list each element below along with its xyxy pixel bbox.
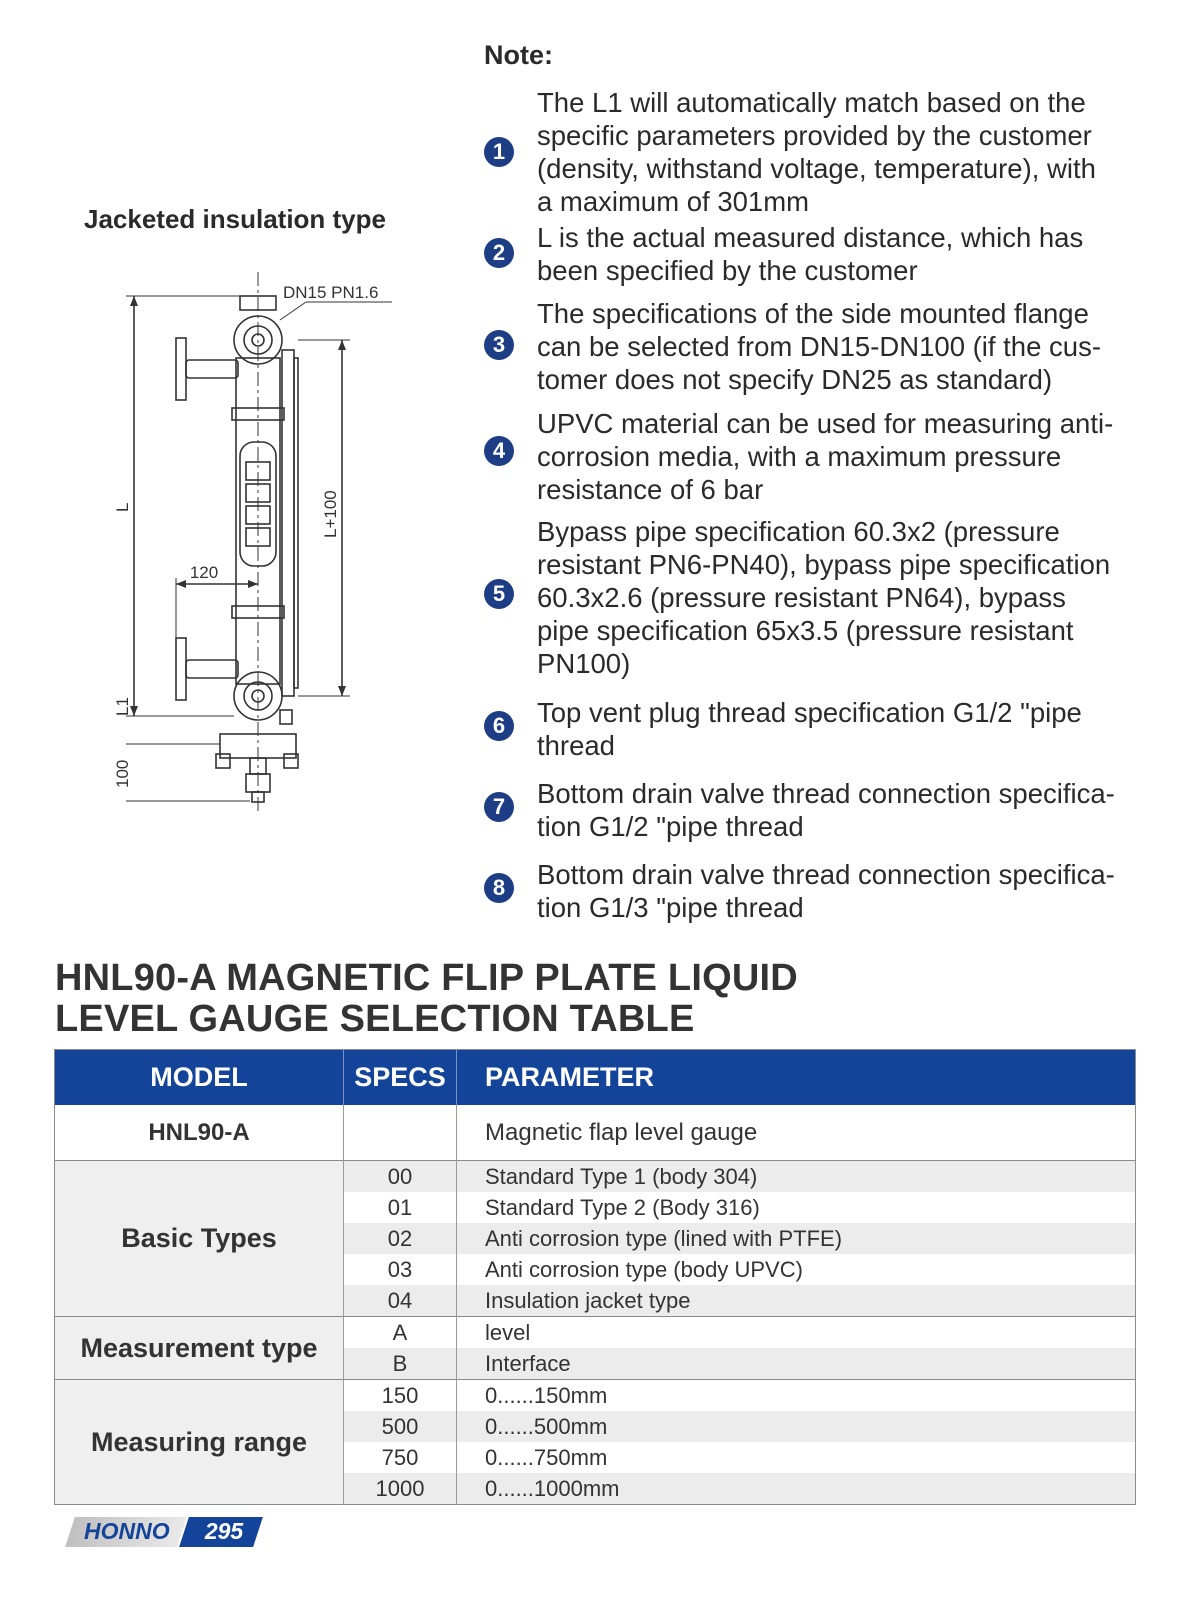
note-number-badge: 7 <box>484 792 514 822</box>
dim-l-plus-100: L+100 <box>321 490 340 538</box>
spec-cell: 500 <box>344 1411 457 1442</box>
group-cell: Measurement type <box>55 1317 344 1380</box>
note-text: Bottom drain valve thread connection specifica-tion G1/2 "pipe thread <box>537 778 1115 842</box>
note-number-badge: 2 <box>484 238 514 268</box>
parameter-cell: Standard Type 1 (body 304) <box>457 1161 1136 1193</box>
spec-cell: 01 <box>344 1192 457 1223</box>
note-title: Note: <box>484 40 553 70</box>
selection-table <box>54 1049 1136 1505</box>
table-row <box>55 1317 1136 1349</box>
note-number-badge: 4 <box>484 436 514 466</box>
heading-line-2: LEVEL GAUGE SELECTION TABLE <box>55 998 695 1040</box>
parameter-cell: Anti corrosion type (body UPVC) <box>485 1256 803 1282</box>
table-row <box>55 1380 1136 1412</box>
parameter-cell: 0......1000mm <box>457 1473 1136 1505</box>
spec-cell: A <box>344 1317 457 1349</box>
spec-cell: 1000 <box>344 1473 457 1505</box>
spec-cell: B <box>344 1348 457 1380</box>
note-text: UPVC material can be used for measuring anti-corrosion media, with a maximum pressure resistance of 6 bar <box>537 408 1114 505</box>
note-text: L is the actual measured distance, which has been specified by the customer <box>537 222 1084 286</box>
diagram-title: Jacketed insulation type <box>84 204 386 234</box>
note-text: Bypass pipe specification 60.3x2 (pressure resistant PN6-PN40), bypass pipe specification 60.3x2.6 (pressure resistant PN64), bypass pipe specification 65x3.5 (pressure resistant PN100) <box>537 516 1111 679</box>
note-number-badge: 8 <box>484 873 514 903</box>
flange-label: DN15 PN1.6 <box>283 283 379 302</box>
spec-cell: 03 <box>344 1254 457 1285</box>
note-text: The specifications of the side mounted flange can be selected from DN15-DN100 (if the cus-tomer does not specify DN25 as standard) <box>537 298 1101 395</box>
note-number-badge: 1 <box>484 137 514 167</box>
group-cell: Measuring range <box>55 1380 344 1505</box>
parameter-cell: level <box>457 1317 1136 1349</box>
spec-cell: 02 <box>344 1223 457 1254</box>
parameter-cell: Interface <box>457 1348 1136 1380</box>
dim-l: L <box>113 502 132 512</box>
heading-line-1: HNL90-A MAGNETIC FLIP PLATE LIQUID <box>55 957 798 999</box>
spec-cell: 750 <box>344 1442 457 1473</box>
parameter-cell: Insulation jacket type <box>457 1285 1136 1317</box>
note-text: Bottom drain valve thread connection specifica-tion G1/3 "pipe thread <box>537 859 1115 923</box>
table-header-row <box>55 1050 1136 1106</box>
parameter-cell: Anti corrosion type (lined with PTFE) <box>457 1223 1136 1254</box>
header-model: MODEL <box>55 1050 344 1106</box>
note-number-badge: 5 <box>484 579 514 609</box>
parameter-cell: 0......500mm <box>457 1411 1136 1442</box>
parameter-cell: 0......150mm <box>457 1380 1136 1412</box>
model-cell: HNL90-A <box>55 1105 344 1161</box>
table-row <box>55 1161 1136 1193</box>
page-number: 295 <box>204 1518 244 1544</box>
note-number-badge: 6 <box>484 711 514 741</box>
dim-120: 120 <box>189 563 219 582</box>
note-text: Top vent plug thread specification G1/2 "pipe thread <box>537 697 1082 761</box>
spec-cell: 150 <box>344 1380 457 1412</box>
note-number-badge: 3 <box>484 330 514 360</box>
brand-name: HONNO <box>84 1518 170 1544</box>
spec-cell <box>344 1105 457 1161</box>
parameter-cell: 0......750mm <box>485 1444 608 1470</box>
table-row <box>55 1105 1136 1161</box>
gauge-diagram <box>100 266 379 811</box>
header-parameter: PARAMETER <box>457 1050 1136 1106</box>
dim-100: 100 <box>113 759 132 788</box>
spec-cell: 00 <box>344 1161 457 1193</box>
group-cell: Basic Types <box>55 1161 344 1317</box>
parameter-cell: Standard Type 2 (Body 316) <box>485 1194 760 1220</box>
dim-l1: L1 <box>113 697 132 716</box>
parameter-cell: Magnetic flap level gauge <box>485 1118 758 1146</box>
header-specs: SPECS <box>344 1050 457 1106</box>
note-text: The L1 will automatically match based on the specific parameters provided by the customer (density, withstand voltage, temperature), with a maximum of 301mm <box>537 87 1096 217</box>
selection-table-heading <box>55 958 798 1040</box>
spec-cell: 04 <box>344 1285 457 1317</box>
